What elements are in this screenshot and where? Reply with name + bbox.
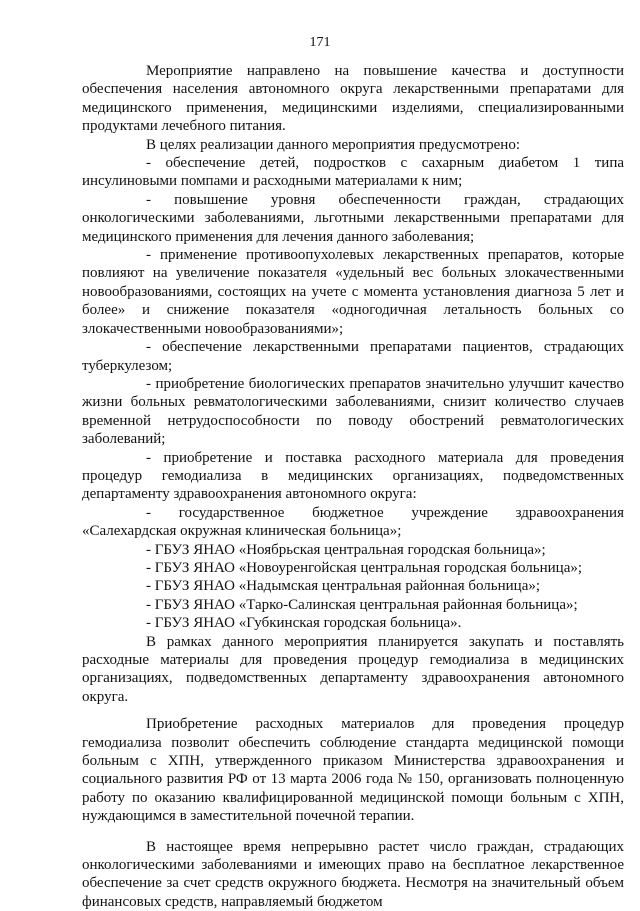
list-item: - применение противоопухолевых лекарственных препаратов, которые повлияют на увеличение показателя «удельный вес больных злокачественными новообразованиями, состоящих на учете с момента установления диагноза 5 лет и более» и снижение показателя «одногодичная летальность больных со злокачественными новообразованиями»; [82,247,624,337]
paragraph-intro: Мероприятие направлено на повышение качества и доступности обеспечения населения автономного округа лекарственными препаратами для медицинского применения, медицинскими изделиями, специализированными продуктами лечебного питания. [82,63,624,135]
list-item: - ГБУЗ ЯНАО «Тарко-Салинская центральная районная больница»; [146,596,578,613]
paragraph-hemodialysis: Приобретение расходных материалов для проведения процедур гемодиализа позволит обеспечить соблюдение стандарта медицинской помощи больным с ХПН, утвержденного приказом Министерства здравоохранения и социального развития РФ от 13 марта 2006 года № 150, организовать полноценную работу по оказанию квалифицированной медицинской помощи больным с ХПН, нуждающимся в заместительной почечной терапии. [82,716,624,825]
list-item: - обеспечение детей, подростков с сахарным диабетом 1 типа инсулиновыми помпами и расходными материалами к ним; [82,155,624,190]
paragraph-goals: В целях реализации данного мероприятия предусмотрено: [146,136,521,153]
list-item: - обеспечение лекарственными препаратами пациентов, страдающих туберкулезом; [82,339,624,374]
paragraph-plan: В рамках данного мероприятия планируется закупать и поставлять расходные материалы для проведения процедур гемодиализа в медицинских организациях, подведомственных департаменту здравоохранения автономного округа. [82,633,624,705]
paragraph-current: В настоящее время непрерывно растет число граждан, страдающих онкологическими заболеваниями и имеющих право на бесплатное лекарственное обеспечение за счет средств окружного бюджета. Несмотря на значительный объем финансовых средств, направляемый бюджетом [82,838,624,910]
document-body [82,62,624,911]
list-item: - ГБУЗ ЯНАО «Губкинская городская больница». [146,615,462,632]
list-item: - повышение уровня обеспеченности граждан, страдающих онкологическими заболеваниями, льготными лекарственными препаратами для медицинского применения для лечения данного заболевания; [82,191,624,245]
list-item: - государственное бюджетное учреждение здравоохранения «Салехардская окружная клиническая больница»; [82,504,624,540]
list-item: - приобретение биологических препаратов значительно улучшит качество жизни больных ревматологическими заболеваниями, снизит количество случаев временной нетрудоспособности по поводу обострений ревматологических заболеваний; [82,375,624,448]
list-item: - приобретение и поставка расходного материала для проведения процедур гемодиализа в медицинских организациях, подведомственных департаменту здравоохранения автономного округа: [82,449,624,503]
list-item: - ГБУЗ ЯНАО «Новоуренгойская центральная городская больница»; [146,559,583,576]
list-item: - ГБУЗ ЯНАО «Надымская центральная районная больница»; [146,578,541,595]
list-item: - ГБУЗ ЯНАО «Ноябрьская центральная городская больница»; [146,541,546,558]
page-number: 171 [309,35,331,50]
